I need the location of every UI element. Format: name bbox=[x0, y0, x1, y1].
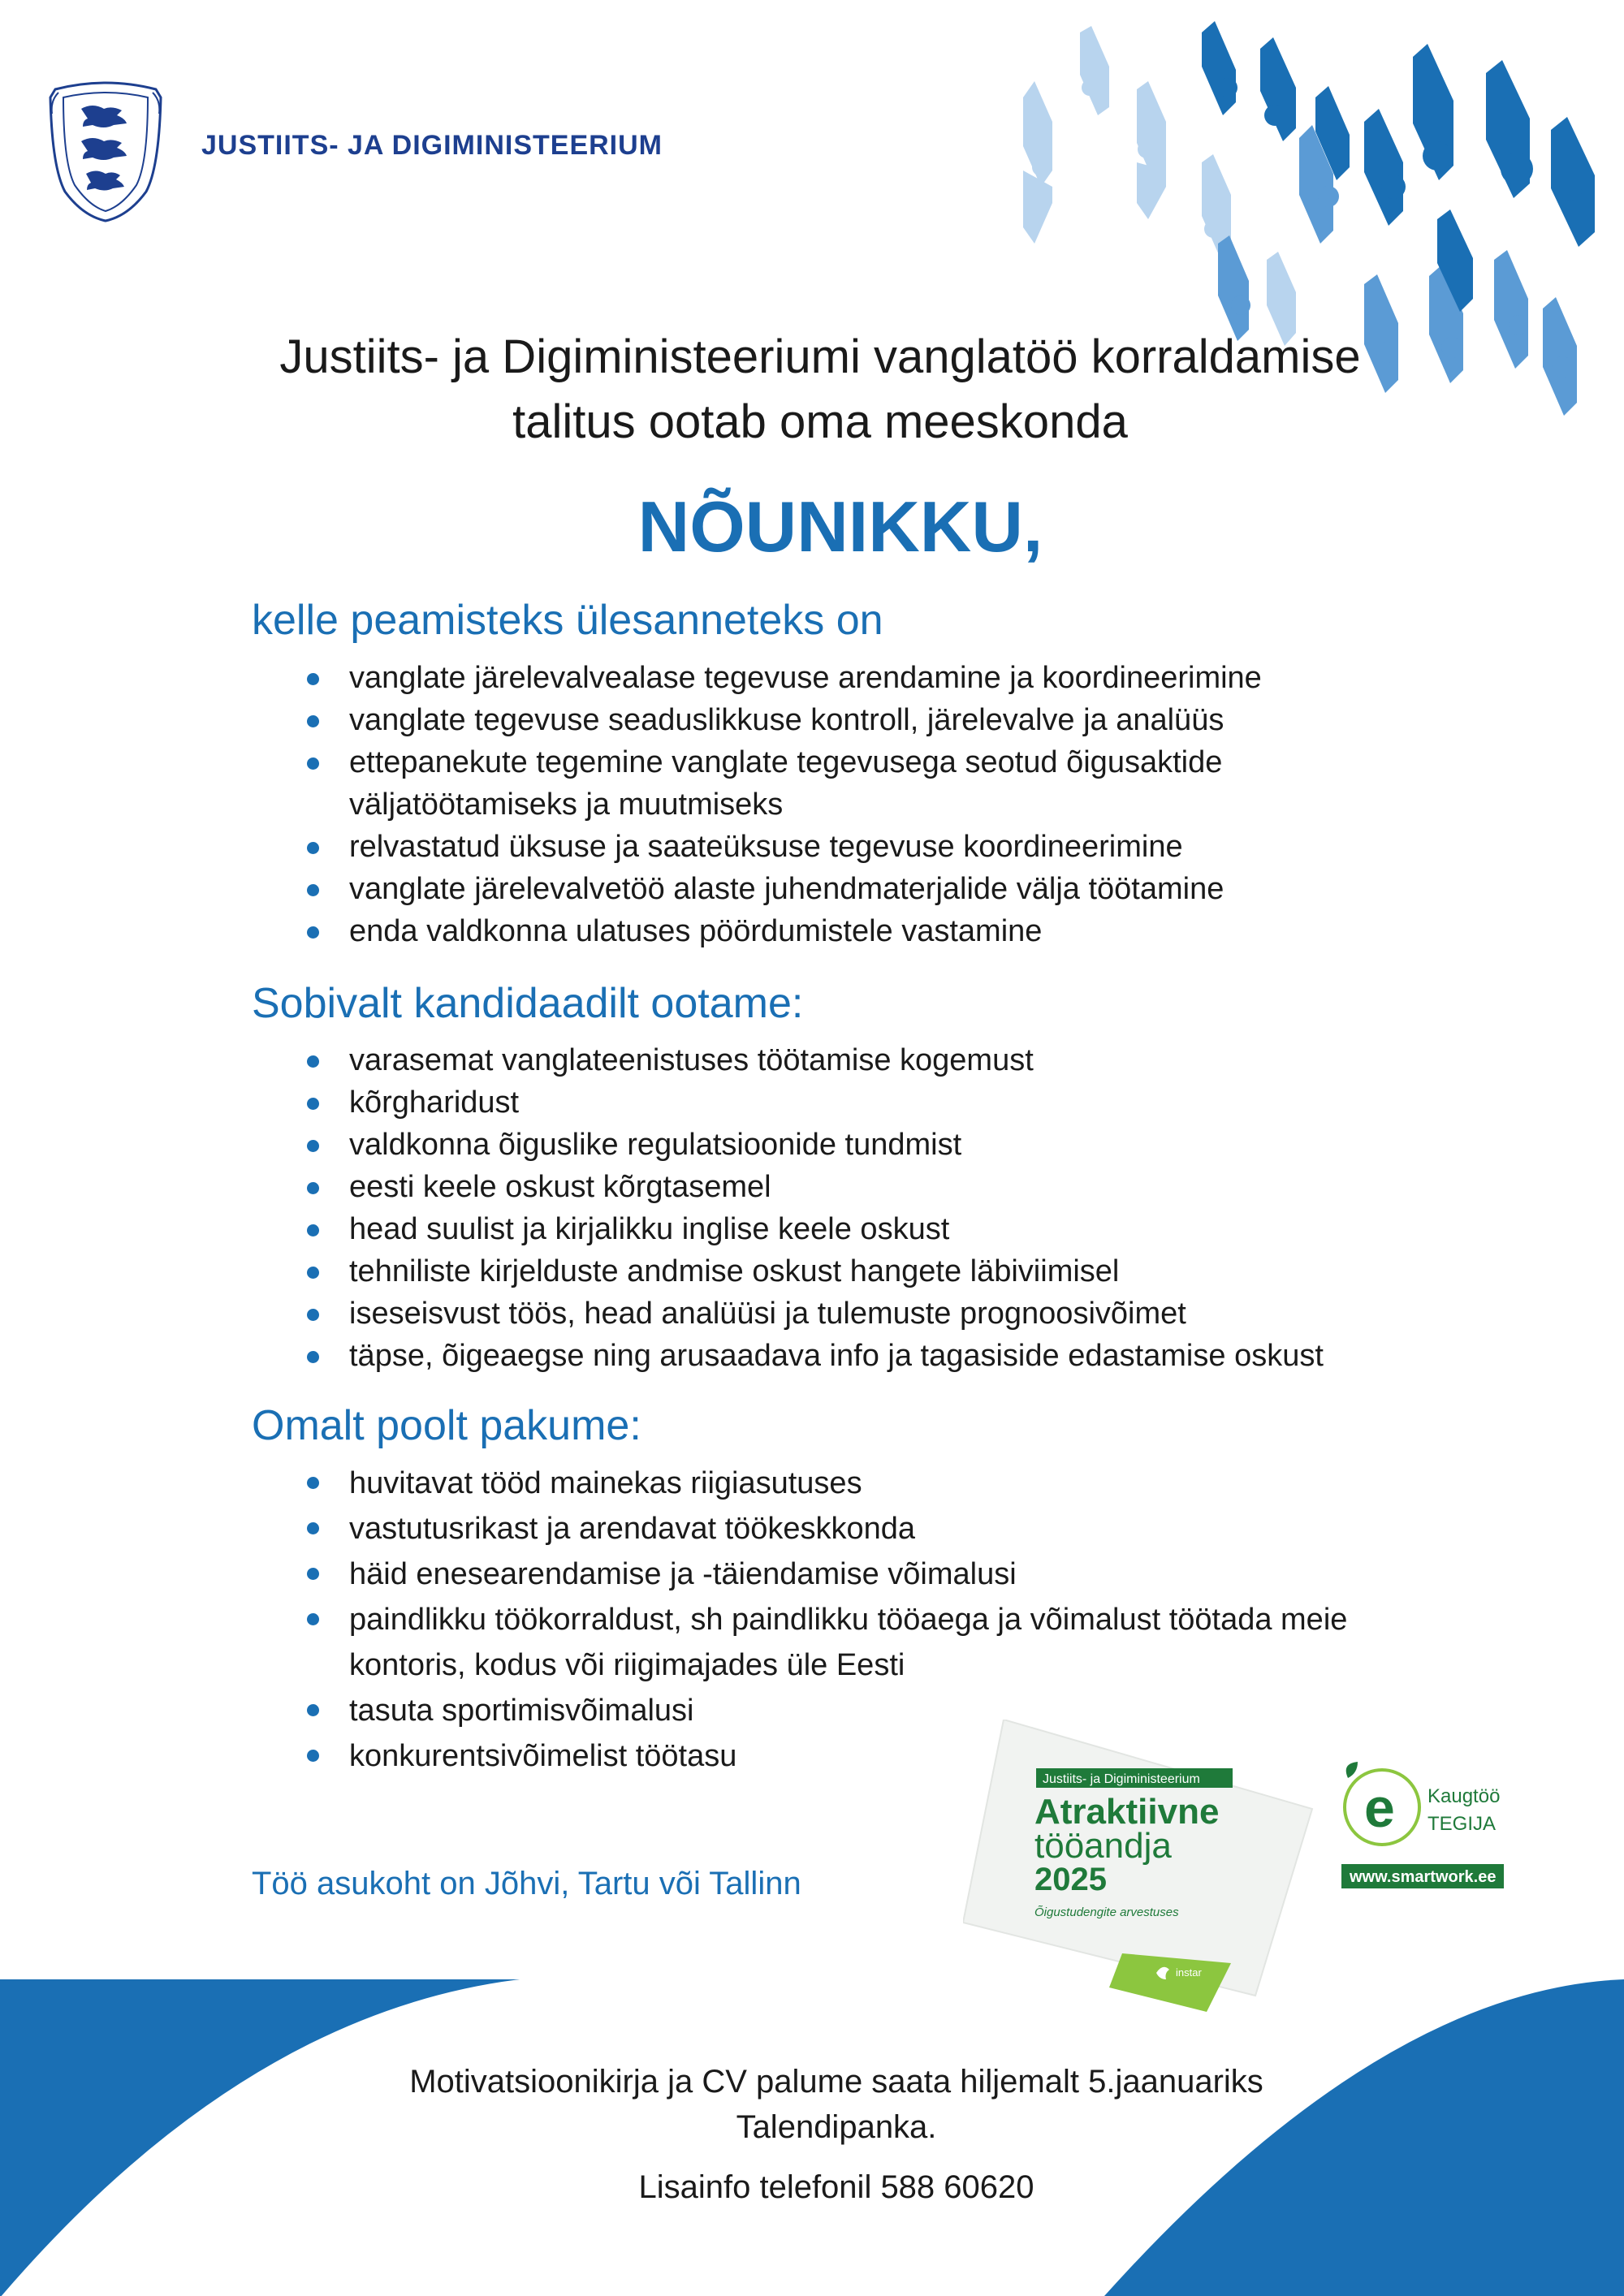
list-item: iseseisvust töös, head analüüsi ja tulemuste prognoosivõimet bbox=[309, 1293, 1462, 1335]
badge-e-letter: e bbox=[1364, 1777, 1395, 1839]
ministry-name-logo: JUSTIITS- JA DIGIMINISTEERIUM bbox=[201, 130, 663, 161]
work-location: Töö asukoht on Jõhvi, Tartu või Tallinn bbox=[252, 1866, 801, 1901]
list-item: valdkonna õiguslike regulatsioonide tundmist bbox=[309, 1124, 1462, 1166]
list-item: ettepanekute tegemine vanglate tegevusega seotud õigusaktide väljatöötamiseks ja muutmiseks bbox=[309, 741, 1307, 826]
application-text: Motivatsioonikirja ja CV palume saata hiljemalt bbox=[409, 2064, 1089, 2100]
list-item: tehniliste kirjelduste andmise oskust hangete läbiviimisel bbox=[309, 1250, 1462, 1293]
contact-phone: Lisainfo telefonil 588 60620 bbox=[638, 2169, 1034, 2205]
list-item: vanglate järelevalvetöö alaste juhendmaterjalide välja töötamine bbox=[309, 868, 1462, 910]
badge-top-label: Justiits- ja Digiministeerium bbox=[1043, 1772, 1200, 1786]
badge-year: 2025 bbox=[1034, 1862, 1107, 1897]
requirements-heading: Sobivalt kandidaadilt ootame: bbox=[252, 980, 804, 1027]
list-item: relvastatud üksuse ja saateüksuse tegevuse koordineerimine bbox=[309, 826, 1462, 868]
list-item: täpse, õigeaegse ning arusaadava info ja tagasiside edastamise oskust bbox=[309, 1335, 1462, 1377]
intro-line-2: talitus ootab oma meeskonda bbox=[512, 395, 1128, 448]
badge-subtitle: Õigustudengite arvestuses bbox=[1034, 1905, 1179, 1919]
list-item: head suulist ja kirjalikku inglise keele oskust bbox=[309, 1208, 1462, 1250]
deadline: 5.jaanuariks bbox=[1088, 2064, 1263, 2100]
application-info bbox=[309, 2059, 1364, 2150]
duties-heading: kelle peamisteks ülesanneteks on bbox=[252, 597, 883, 644]
badge-remote-line1: Kaugtöö bbox=[1427, 1785, 1501, 1807]
list-item: vanglate tegevuse seaduslikkuse kontroll, järelevalve ja analüüs bbox=[309, 699, 1462, 741]
application-target: Talendipanka. bbox=[736, 2109, 937, 2145]
intro-text bbox=[244, 325, 1397, 455]
remote-work-badge bbox=[1315, 1762, 1510, 1900]
badge-remote-line2: TEGIJA bbox=[1427, 1813, 1497, 1835]
list-item: eesti keele oskust kõrgtasemel bbox=[309, 1166, 1462, 1208]
offer-heading: Omalt poolt pakume: bbox=[252, 1402, 641, 1449]
coat-of-arms-logo bbox=[39, 78, 172, 224]
duties-list bbox=[309, 657, 1462, 952]
list-item: paindlikku töökorraldust, sh paindlikku tööaega ja võimalust töötada meie kontoris, kodus või riigimajades üle Eesti bbox=[309, 1597, 1462, 1688]
list-item: enda valdkonna ulatuses pöördumistele vastamine bbox=[309, 910, 1462, 952]
list-item: kõrgharidust bbox=[309, 1081, 1462, 1124]
list-item: konkurentsivõimelist töötasu bbox=[309, 1733, 1462, 1779]
badge-title-2: tööandja bbox=[1034, 1826, 1172, 1866]
list-item: tasuta sportimisvõimalusi bbox=[309, 1688, 1462, 1733]
requirements-list bbox=[309, 1039, 1462, 1377]
list-item: häid enesearendamise ja -täiendamise võimalusi bbox=[309, 1552, 1462, 1597]
badge-title-1: Atraktiivne bbox=[1034, 1792, 1220, 1832]
intro-line-1: Justiits- ja Digiministeeriumi vanglatöö korraldamise bbox=[279, 330, 1361, 383]
list-item: huvitavat tööd mainekas riigiasutuses bbox=[309, 1461, 1462, 1506]
list-item: vanglate järelevalvealase tegevuse arendamine ja koordineerimine bbox=[309, 657, 1462, 699]
list-item: varasemat vanglateenistuses töötamise kogemust bbox=[309, 1039, 1462, 1081]
badge-url: www.smartwork.ee bbox=[1350, 1868, 1497, 1886]
position-title: NÕUNIKKU, bbox=[637, 486, 1043, 567]
list-item: vastutusrikast ja arendavat töökeskkonda bbox=[309, 1506, 1462, 1552]
badge-brand: instar bbox=[1176, 1966, 1202, 1979]
